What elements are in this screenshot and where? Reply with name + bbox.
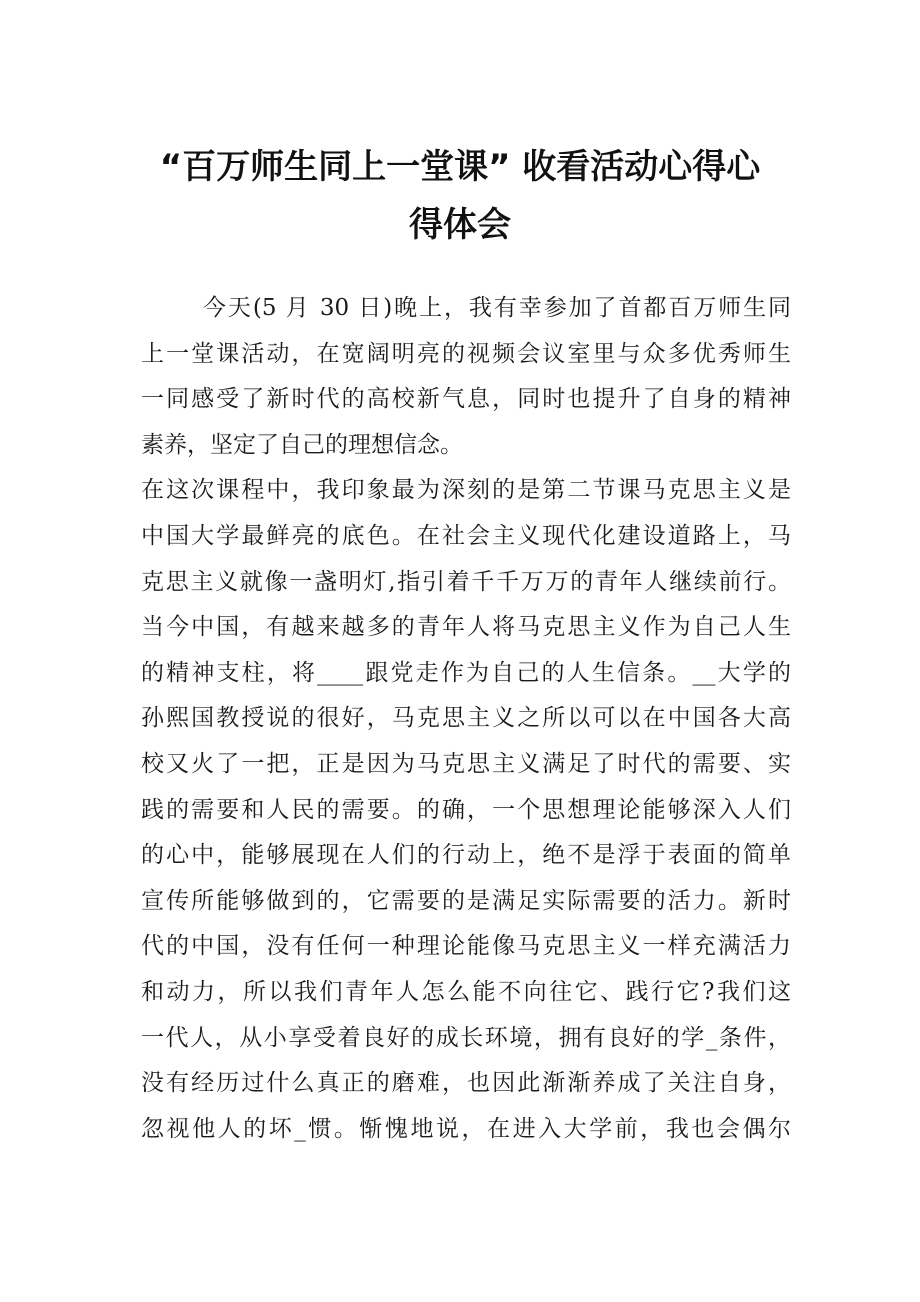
body-line: 忽视他人的坏_惯。惭愧地说，在进入大学前，我也会偶尔 (141, 1115, 791, 1142)
body-line: 的精神支柱，将____跟党走作为自己的人生信条。__大学的 (141, 659, 791, 686)
body-line: 在这次课程中，我印象最为深刻的是第二节课马克思主义是 (141, 477, 791, 504)
body-line: 宣传所能够做到的，它需要的是满足实际需要的活力。新时 (141, 887, 791, 914)
body-line: 校又火了一把，正是因为马克思主义满足了时代的需要、实 (141, 750, 791, 777)
body-line: 的心中，能够展现在人们的行动上，绝不是浮于表面的简单 (141, 842, 791, 869)
document-title-line-1: “百万师生同上一堂课” 收看活动心得心 (159, 147, 761, 187)
document-body (141, 286, 791, 1152)
body-line: 克思主义就像一盏明灯,指引着千千万万的青年人继续前行。 (141, 568, 791, 595)
body-line: 当今中国，有越来越多的青年人将马克思主义作为自己人生 (141, 614, 791, 641)
body-line: 没有经历过什么真正的磨难，也因此渐渐养成了关注自身， (141, 1070, 791, 1097)
body-line: 一同感受了新时代的高校新气息，同时也提升了自身的精神 (141, 386, 791, 413)
body-line: 孙熙国教授说的很好，马克思主义之所以可以在中国各大高 (141, 705, 791, 732)
body-line: 践的需要和人民的需要。的确，一个思想理论能够深入人们 (141, 796, 791, 823)
body-line: 和动力，所以我们青年人怎么能不向往它、践行它?我们这 (141, 978, 791, 1005)
document-title-line-2: 得体会 (409, 205, 511, 245)
body-line: 上一堂课活动，在宽阔明亮的视频会议室里与众多优秀师生 (141, 340, 791, 367)
body-line: 今天(5 月 30 日)晚上，我有幸参加了首都百万师生同 (203, 295, 791, 321)
body-line: 代的中国，没有任何一种理论能像马克思主义一样充满活力 (141, 933, 791, 960)
body-line: 中国大学最鲜亮的底色。在社会主义现代化建设道路上，马 (141, 522, 791, 549)
body-line: 素养，坚定了自己的理想信念。 (141, 431, 463, 458)
body-line: 一代人，从小享受着良好的成长环境，拥有良好的学_条件， (141, 1024, 791, 1051)
